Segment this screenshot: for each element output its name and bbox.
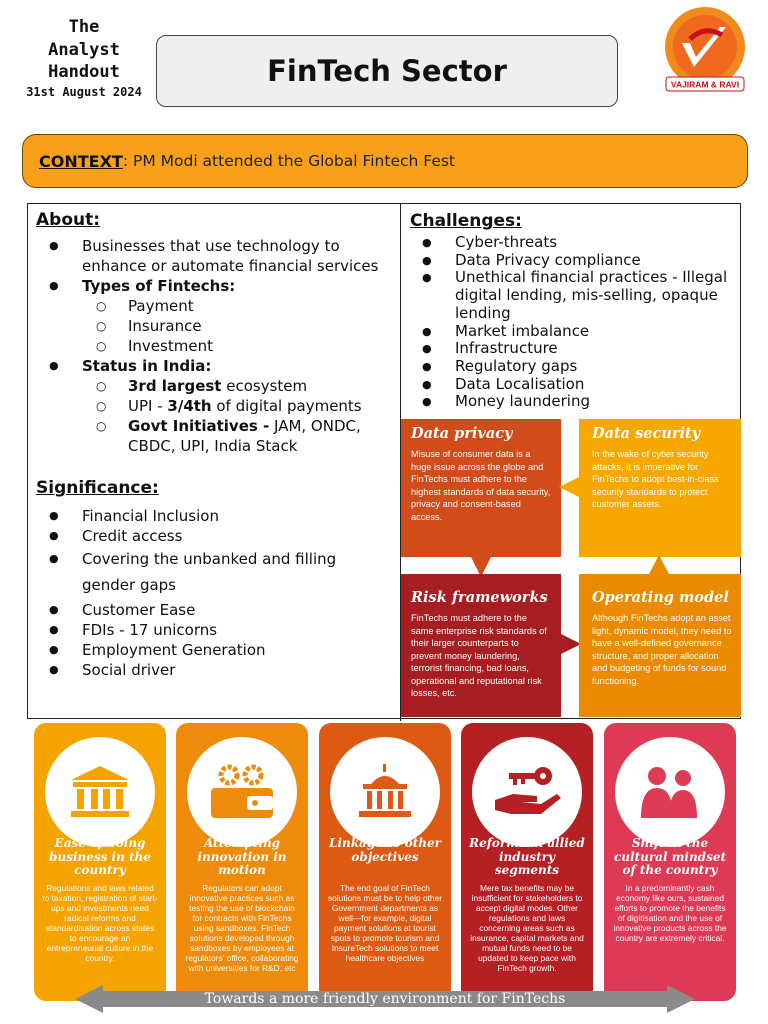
- status-entry: [82, 376, 394, 396]
- significance-list: [36, 506, 394, 680]
- card-icon-circle: [45, 737, 155, 847]
- quad-text: In the wake of cyber security attacks, it is imperative for FinTechs to adopt best-in-class security standards to protect customer assets.: [592, 449, 719, 509]
- challenge-item: ● Cyber-threats: [410, 234, 740, 252]
- logo-emblem-icon: [660, 5, 750, 95]
- types-list: [82, 296, 394, 356]
- quad-title: Operating model: [592, 589, 729, 606]
- quad-text: Misuse of consumer data is a huge issue across the globe and FinTechs must adhere to the highest standards of data security, privacy and consent-based access.: [411, 449, 551, 522]
- handout-line-1: The: [68, 17, 100, 37]
- significance-item: ● Employment Generation: [36, 640, 394, 660]
- status-1-bold: 3rd largest: [128, 377, 222, 395]
- quad-title: Data security: [592, 425, 701, 442]
- card-icon-circle: [330, 737, 440, 847]
- card-icon-circle: [187, 737, 297, 847]
- type-item: ○ Investment: [82, 336, 394, 356]
- about-intro: ● Businesses that use technology to enhance or automate financial services: [36, 236, 394, 276]
- page-title-box: [156, 35, 618, 107]
- types-label: Types of Fintechs:: [82, 277, 236, 295]
- status-2-bold: 3/4th: [167, 397, 212, 415]
- significance-item: ● FDIs - 17 unicorns: [36, 620, 394, 640]
- handout-title: [14, 18, 154, 99]
- quad-pointer-left: [559, 477, 579, 497]
- context-label: CONTEXT: [39, 151, 123, 171]
- card-title: Ease of doing business in the country: [49, 836, 151, 877]
- card-cultural-shift: [604, 723, 736, 1001]
- government-building-icon: [353, 764, 417, 820]
- people-icon: [637, 764, 703, 820]
- types-item: [36, 276, 394, 356]
- challenge-item: ● Infrastructure: [410, 340, 740, 358]
- card-linkage: [319, 723, 451, 1001]
- key-hand-icon: [491, 764, 563, 820]
- card-text: In a predominantly cash economy like ours, sustained efforts to promote the benefits of digitisation and the use of innovative products across the country are extremely critical.: [613, 883, 727, 943]
- card-text: The end goal of FinTech solutions must be to help other Government departments as well—for example, digital payment solutions at tourist spots to promote tourism and InsureTech solutions to meet healthcare objectives: [327, 883, 443, 963]
- quad-title: Risk frameworks: [411, 589, 548, 606]
- significance-item: ● Credit access: [36, 526, 394, 546]
- status-3-bold: Govt Initiatives -: [128, 417, 270, 435]
- card-reforms: [461, 723, 593, 1001]
- quad-operating-model: [592, 589, 734, 687]
- about-heading: About:: [36, 210, 101, 230]
- quad-text: Although FinTechs adopt an asset light, dynamic model, they need to have a well-defined governance structure, and proper allocation and budgeting of funds for sound functioning.: [592, 613, 732, 686]
- right-column: [410, 210, 740, 411]
- challenge-item: ● Money laundering: [410, 393, 740, 411]
- status-entry: [82, 416, 394, 456]
- significance-item: ● Customer Ease: [36, 600, 394, 620]
- quad-text: FinTechs must adhere to the same enterprise risk standards of their larger counterparts to prevent money laundering, terrorist financing, bad loans, operational and reputational risk losses, etc.: [411, 613, 547, 698]
- context-text: : PM Modi attended the Global Fintech Fest: [122, 152, 456, 170]
- card-text: Regulations and laws related to taxation, registration of start-ups and investments need radical reforms and standardisation across states to encourage an entrepreneurial culture in the country.: [42, 883, 158, 963]
- significance-item: ● Covering the unbanked and filling gender gaps: [36, 546, 394, 598]
- quad-data-security: [592, 425, 734, 511]
- significance-heading: Significance:: [36, 478, 159, 498]
- status-2-pre: UPI -: [128, 397, 168, 415]
- handout-date: 31st August 2024: [26, 84, 142, 99]
- status-item: [36, 356, 394, 456]
- card-title: Attempting innovation in motion: [197, 836, 287, 877]
- card-innovation: [176, 723, 308, 1001]
- significance-item: ● Financial Inclusion: [36, 506, 394, 526]
- card-icon-circle: [615, 737, 725, 847]
- status-label: Status in India:: [82, 357, 212, 375]
- card-icon-circle: [472, 737, 582, 847]
- challenge-item: ● Market imbalance: [410, 323, 740, 341]
- card-title: Shift in the cultural mindset of the country: [614, 836, 726, 877]
- about-list: [36, 236, 394, 456]
- bank-building-icon: [67, 764, 133, 820]
- handout-line-2: Analyst: [48, 39, 120, 60]
- vajiram-ravi-logo: [660, 5, 750, 95]
- context-banner: [22, 134, 748, 188]
- status-3-rest: JAM, ONDC, CBDC, UPI, India Stack: [128, 417, 361, 455]
- status-list: [82, 376, 394, 456]
- challenge-item: ● Data Privacy compliance: [410, 252, 740, 270]
- challenge-item: ● Unethical financial practices - Illegal digital lending, mis-selling, opaque lending: [410, 269, 740, 322]
- logo-text: VAJIRAM & RAVI: [670, 79, 740, 90]
- card-title: Linkage to other objectives: [329, 836, 441, 864]
- quad-pointer-up: [649, 555, 669, 574]
- wallet-gears-icon: [207, 764, 277, 820]
- quad-pointer-right: [561, 634, 581, 654]
- status-2-rest: of digital payments: [211, 397, 362, 415]
- left-column: [36, 210, 394, 680]
- type-item: ○ Payment: [82, 296, 394, 316]
- quad-data-privacy: [411, 425, 551, 523]
- quad-risk-frameworks: [411, 589, 551, 700]
- card-ease-of-business: [34, 723, 166, 1001]
- handout-line-3: Handout: [48, 62, 120, 83]
- significance-item: ● Social driver: [36, 660, 394, 680]
- card-text: Mere tax benefits may be insufficient for stakeholders to accept digital modes. Other regulations and laws concerning areas such as insurance, capital markets and mutual funds need to be updated to keep pace with FinTech growth.: [470, 883, 584, 973]
- page-title: FinTech Sector: [267, 54, 507, 88]
- challenge-item: ● Regulatory gaps: [410, 358, 740, 376]
- status-1-rest: ecosystem: [221, 377, 308, 395]
- challenges-list: [410, 234, 740, 411]
- card-text: Regulators can adopt innovative practices such as testing the use of blockchain for contracts with FinTechs using sandboxes. FinTech solutions developed through sandboxes by employees at regulators' office, collaborating with universities for R&D, etc: [185, 883, 299, 973]
- challenge-item: ● Data Localisation: [410, 376, 740, 394]
- challenges-heading: Challenges:: [410, 211, 522, 231]
- card-title: Reforms in allied industry segments: [469, 836, 585, 877]
- type-item: ○ Insurance: [82, 316, 394, 336]
- status-entry: [82, 396, 394, 416]
- banner-text: Towards a more friendly environment for FinTechs: [204, 991, 566, 1007]
- quad-title: Data privacy: [411, 425, 513, 442]
